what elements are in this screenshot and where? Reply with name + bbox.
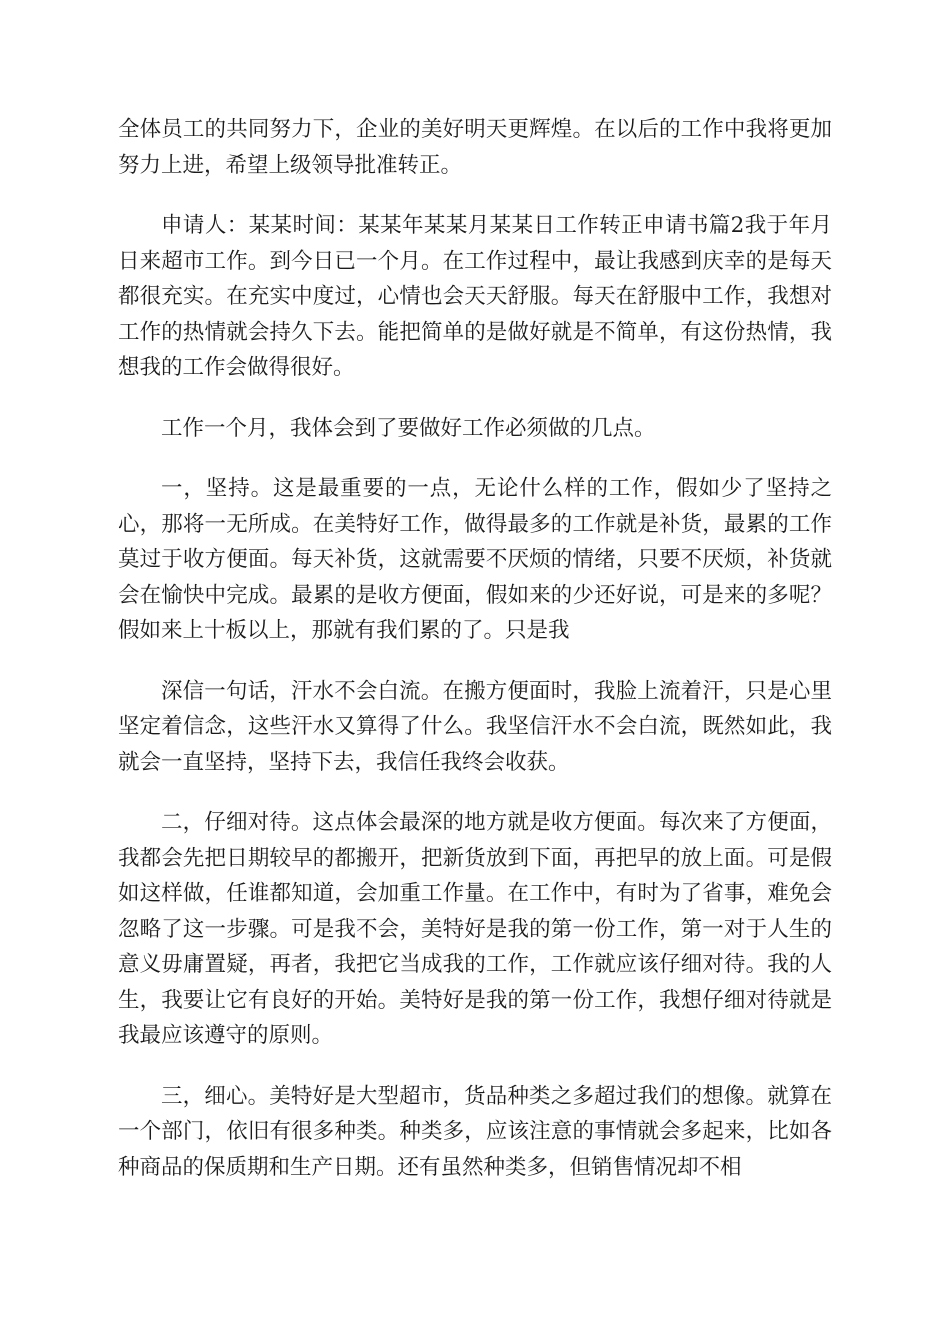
paragraph-point-one-cont: 深信一句话，汗水不会白流。在搬方便面时，我脸上流着汗，只是心里坚定着信念，这些汗水又算得了什么。我坚信汗水不会白流，既然如此，我就会一直坚持，坚持下去，我信任我终会收获。: [118, 678, 832, 775]
document-page: [118, 112, 832, 1210]
paragraph-point-three: 三，细心。美特好是大型超市，货品种类之多超过我们的想像。就算在一个部门，依旧有很多种类。种类多，应该注意的事情就会多起来，比如各种商品的保质期和生产日期。还有虽然种类多，但销售情况却不相: [118, 1083, 832, 1180]
paragraph-continuation: 全体员工的共同努力下，企业的美好明天更辉煌。在以后的工作中我将更加努力上进，希望上级领导批准转正。: [118, 117, 832, 178]
paragraph-point-one: 一，坚持。这是最重要的一点，无论什么样的工作，假如少了坚持之心，那将一无所成。在美特好工作，做得最多的工作就是补货，最累的工作莫过于收方便面。每天补货，这就需要不厌烦的情绪，只要不厌烦，补货就会在愉快中完成。最累的是收方便面，假如来的少还好说，可是来的多呢？假如来上十板以上，那就有我们累的了。只是我: [118, 476, 832, 643]
paragraph-point-two: 二，仔细对待。这点体会最深的地方就是收方便面。每次来了方便面，我都会先把日期较早的都搬开，把新货放到下面，再把早的放上面。可是假如这样做，任谁都知道，会加重工作量。在工作中，有时为了省事，难免会忽略了这一步骤。可是我不会，美特好是我的第一份工作，第一对于人生的意义毋庸置疑，再者，我把它当成我的工作，工作就应该仔细对待。我的人生，我要让它有良好的开始。美特好是我的第一份工作，我想仔细对待就是我最应该遵守的原则。: [118, 810, 832, 1048]
paragraph-intro-points: 工作一个月，我体会到了要做好工作必须做的几点。: [161, 415, 656, 441]
paragraph-applicant: 申请人：某某时间：某某年某某月某某日工作转正申请书篇2我于年月日来超市工作。到今日已一个月。在工作过程中，最让我感到庆幸的是每天都很充实。在充实中度过，心情也会天天舒服。每天在舒服中工作，我想对工作的热情就会持久下去。能把简单的是做好就是不简单，有这份热情，我想我的工作会做得很好。: [118, 213, 832, 380]
